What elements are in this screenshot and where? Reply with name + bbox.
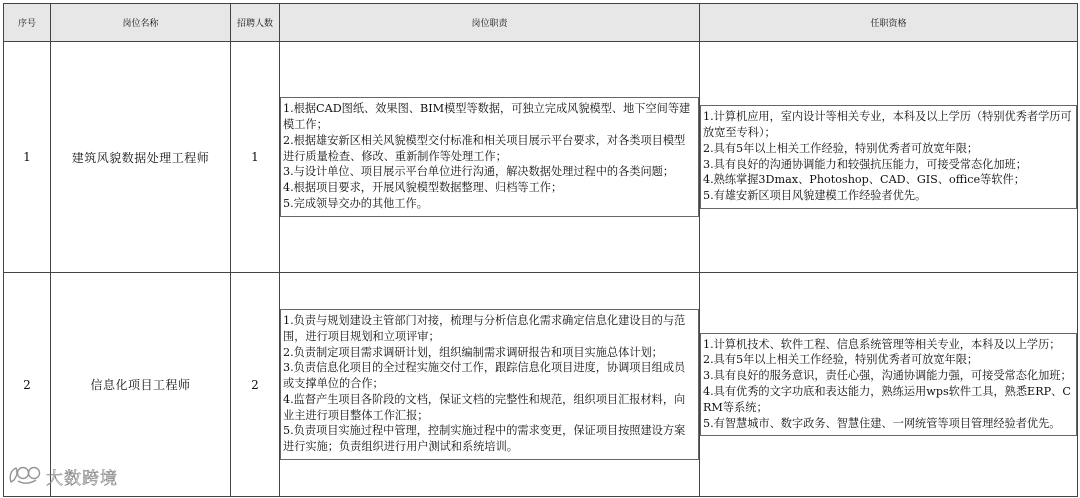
hire-count: 1 (231, 42, 280, 273)
watermark-text: 大数跨境 (46, 468, 118, 489)
duties-list (280, 97, 699, 217)
table-row (4, 42, 1078, 273)
list-item: 3.具有良好的服务意识，责任心强，沟通协调能力强，可接受常态化加班； (703, 369, 1072, 383)
list-item: 3.负责信息化项目的全过程实施交付工作，跟踪信息化项目进度，协调项目组成员或支撑单位的合作； (283, 361, 686, 391)
header-index: 序号 (4, 4, 51, 42)
row-index: 1 (4, 42, 51, 273)
list-item: 5.负责项目实施过程中管理，控制实施过程中的需求变更，保证项目按照建设方案进行实施；负责组织进行用户测试和系统培训。 (283, 424, 686, 454)
hire-count: 2 (231, 273, 280, 497)
list-item: 4.根据项目要求，开展风貌模型数据整理、归档等工作； (283, 181, 563, 195)
list-item: 5.完成领导交办的其他工作。 (283, 196, 428, 210)
list-item: 5.有雄安新区项目风貌建模工作经验者优先。 (703, 189, 927, 203)
qualifications-list (700, 333, 1077, 437)
position-name: 建筑风貌数据处理工程师 (51, 42, 231, 273)
header-count: 招聘人数 (231, 4, 280, 42)
qualifications-list (700, 105, 1077, 209)
header-qualifications: 任职资格 (700, 4, 1078, 42)
qualifications-cell (700, 42, 1078, 273)
list-item: 5.有智慧城市、数字政务、智慧住建、一网统管等项目管理经验者优先。 (703, 416, 1061, 430)
list-item: 1.计算机技术、软件工程、信息系统管理等相关专业，本科及以上学历； (703, 337, 1061, 351)
list-item: 3.具有良好的沟通协调能力和较强抗压能力，可接受常态化加班； (703, 157, 1027, 171)
row-index: 2 (4, 273, 51, 497)
list-item: 1.负责与规划建设主管部门对接，梳理与分析信息化需求确定信息化建设目的与范围，进行项目规划和立项评审； (283, 313, 686, 343)
duties-cell (280, 42, 700, 273)
qualifications-cell (700, 273, 1078, 497)
duties-list (280, 309, 699, 460)
position-name: 信息化项目工程师 (51, 273, 231, 497)
header-position: 岗位名称 (51, 4, 231, 42)
header-row (4, 4, 1078, 42)
list-item: 4.监督产生项目各阶段的文档，保证文档的完整性和规范，组织项目汇报材料，向业主进行项目整体工作汇报； (283, 392, 686, 422)
list-item: 4.熟练掌握3Dmax、Photoshop、CAD、GIS、office等软件； (703, 173, 1025, 187)
job-table (3, 3, 1078, 497)
duties-cell (280, 273, 700, 497)
list-item: 1.计算机应用，室内设计等相关专业，本科及以上学历（特别优秀者学历可放宽至专科）； (703, 110, 1072, 139)
header-duties: 岗位职责 (280, 4, 700, 42)
table-row (4, 273, 1078, 497)
list-item: 4.具有优秀的文字功底和表达能力，熟练运用wps软件工具，熟悉ERP、CRM等系统； (703, 385, 1071, 414)
list-item: 2.负责制定项目需求调研计划，组织编制需求调研报告和项目实施总体计划； (283, 345, 663, 359)
list-item: 2.具有5年以上相关工作经验，特别优秀者可放宽年限； (703, 141, 979, 155)
list-item: 1.根据CAD图纸、效果图、BIM模型等数据，可独立完成风貌模型、地下空间等建模工作； (283, 102, 691, 131)
list-item: 3.与设计单位、项目展示平台单位进行沟通，解决数据处理过程中的各类问题； (283, 165, 675, 179)
list-item: 2.具有5年以上相关工作经验，特别优秀者可放宽年限； (703, 353, 979, 367)
list-item: 2.根据雄安新区相关风貌模型交付标准和相关项目展示平台要求，对各类项目模型进行质量检查、修改、重新制作等处理工作； (283, 133, 686, 163)
brand-logo-icon (8, 462, 42, 490)
watermark (8, 462, 118, 490)
